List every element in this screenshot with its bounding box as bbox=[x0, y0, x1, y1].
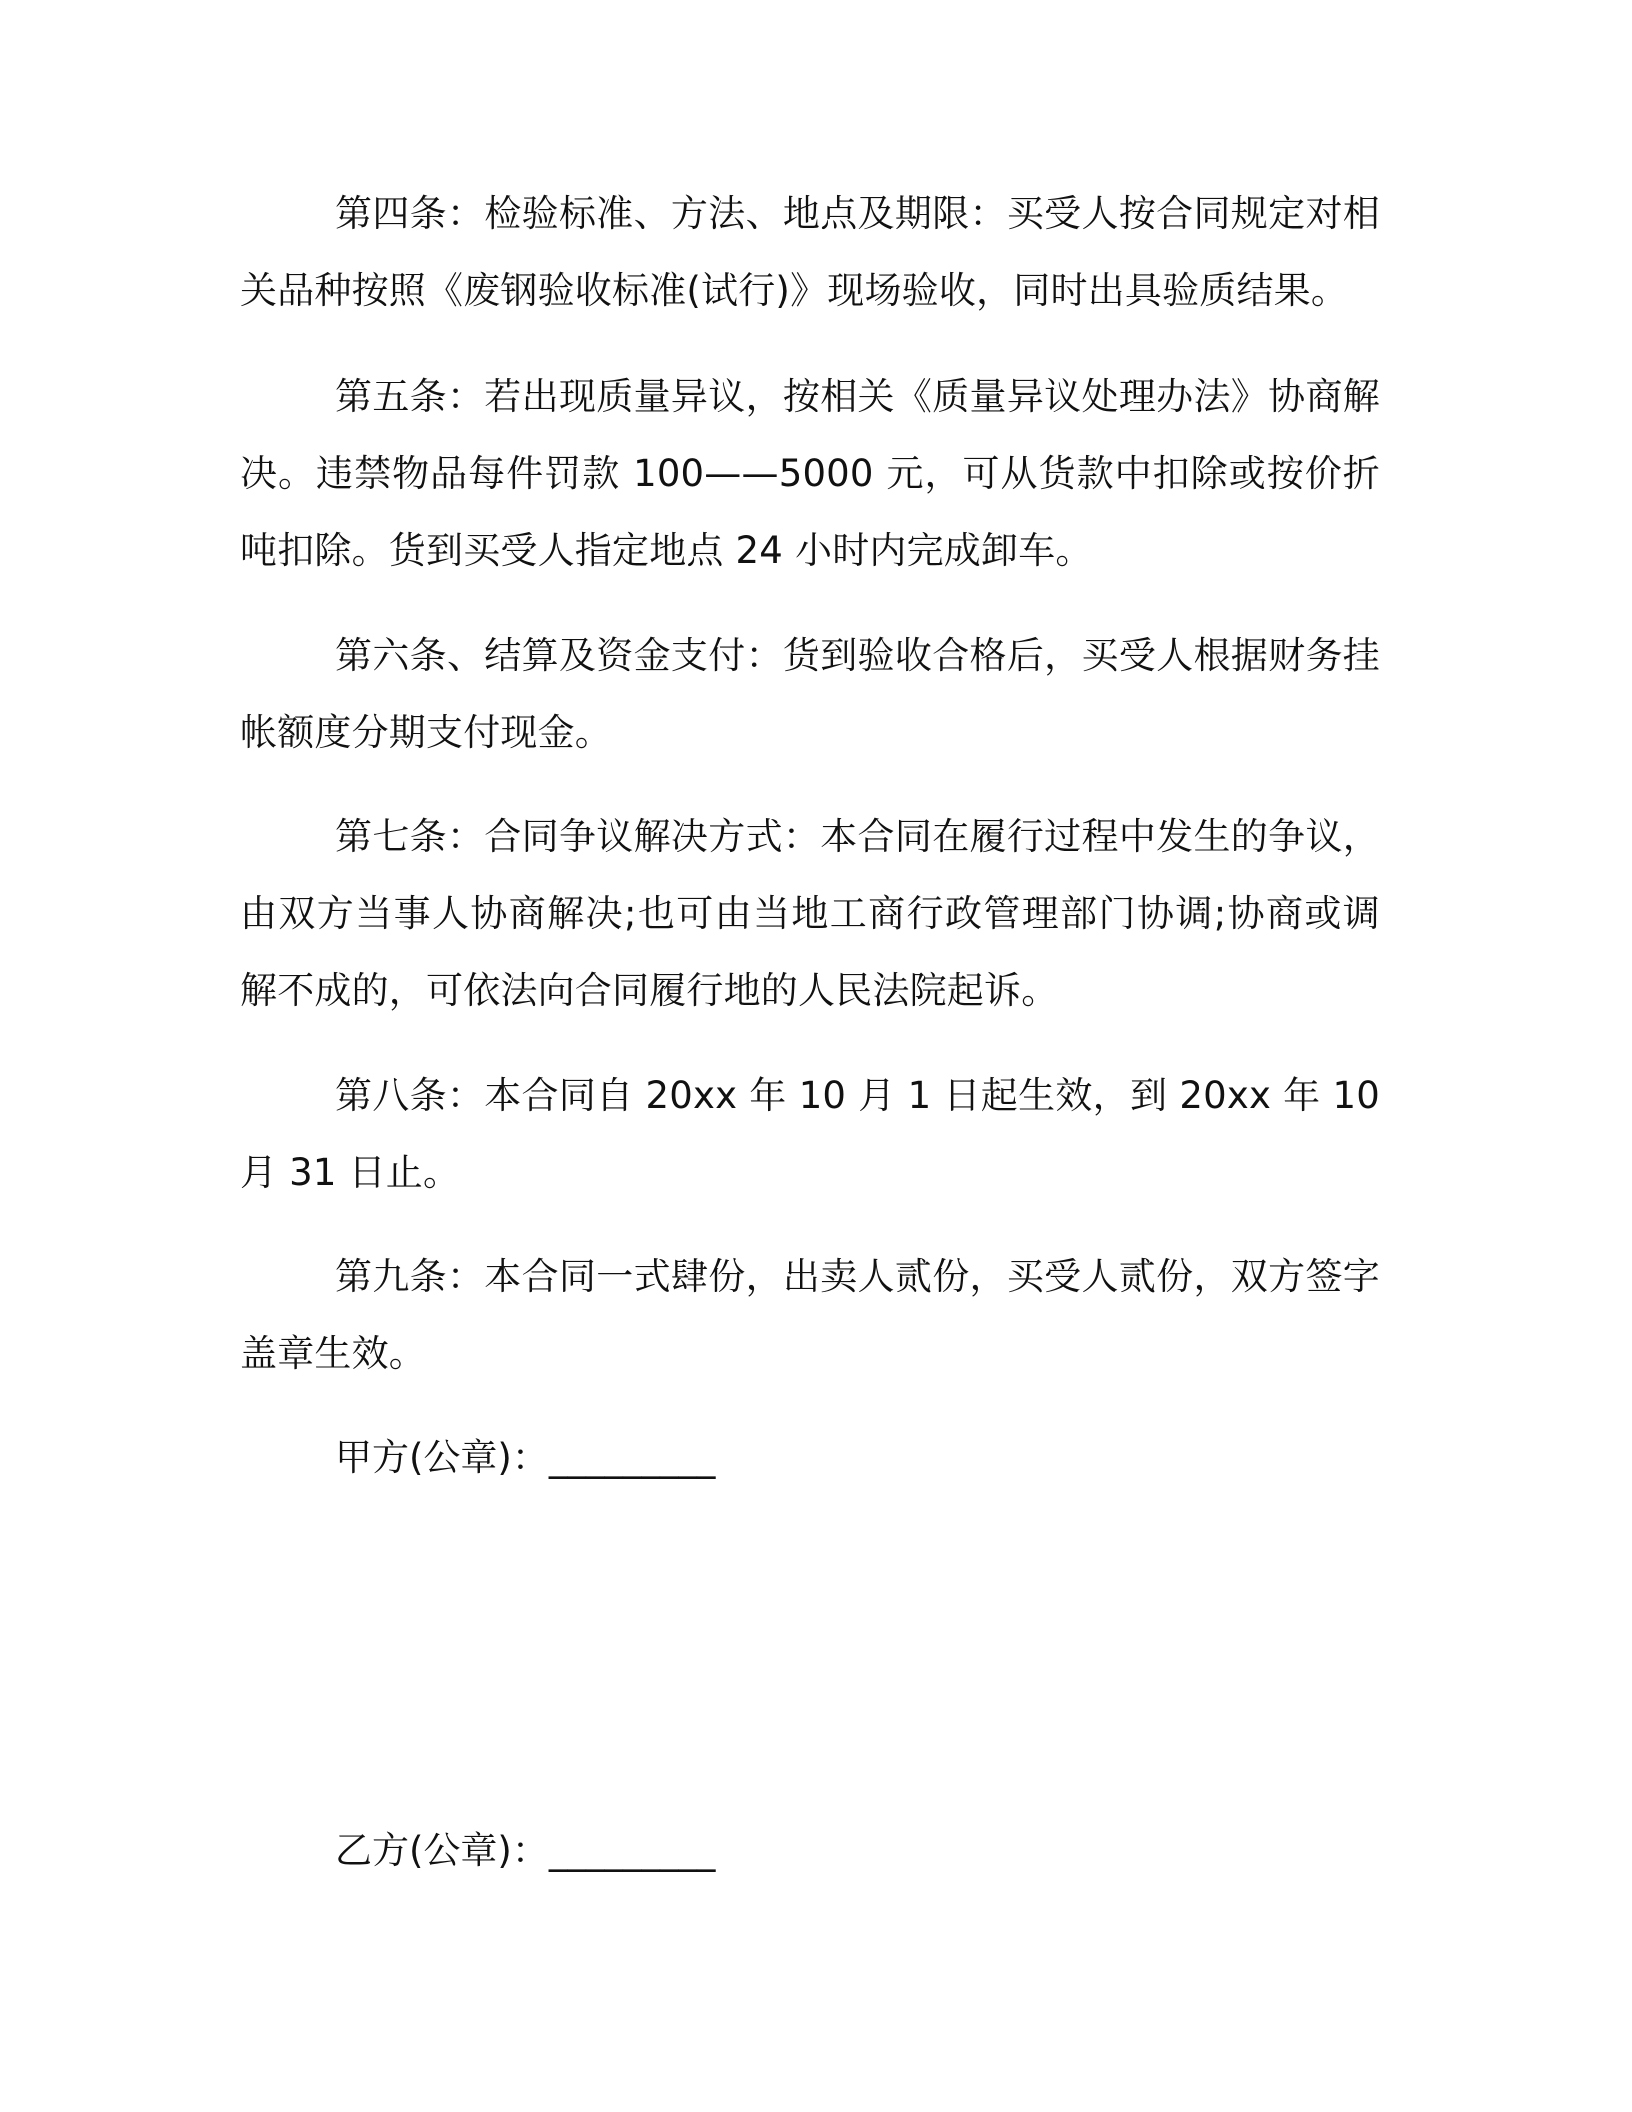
article-9-paragraph: 第九条：本合同一式肆份，出卖人贰份，买受人贰份，双方签字盖章生效。 bbox=[240, 1255, 1380, 1375]
article-6-paragraph: 第六条、结算及资金支付：货到验收合格后，买受人根据财务挂帐额度分期支付现金。 bbox=[240, 634, 1380, 754]
party-a-blank: _________ bbox=[548, 1436, 716, 1479]
party-a-signature-line bbox=[335, 1419, 715, 1496]
article-4-paragraph: 第四条：检验标准、方法、地点及期限：买受人按合同规定对相关品种按照《废钢验收标准(试行)》现场验收，同时出具验质结果。 bbox=[240, 192, 1380, 312]
article-7-paragraph: 第七条：合同争议解决方式：本合同在履行过程中发生的争议，由双方当事人协商解决;也可由当地工商行政管理部门协调;协商或调解不成的，可依法向合同履行地的人民法院起诉。 bbox=[240, 815, 1380, 1012]
article-5-paragraph: 第五条：若出现质量异议，按相关《质量异议处理办法》协商解决。违禁物品每件罚款 100——5000 元，可从货款中扣除或按价折吨扣除。货到买受人指定地点 24 小时内完成卸车。 bbox=[240, 375, 1380, 572]
article-8-paragraph: 第八条：本合同自 20xx 年 10 月 1 日起生效，到 20xx 年 10 月 31 日止。 bbox=[240, 1074, 1380, 1194]
party-b-signature-line bbox=[335, 1812, 715, 1889]
party-b-blank: _________ bbox=[548, 1829, 716, 1872]
party-b-label: 乙方(公章)： bbox=[335, 1829, 549, 1872]
party-a-label: 甲方(公章)： bbox=[335, 1436, 549, 1479]
